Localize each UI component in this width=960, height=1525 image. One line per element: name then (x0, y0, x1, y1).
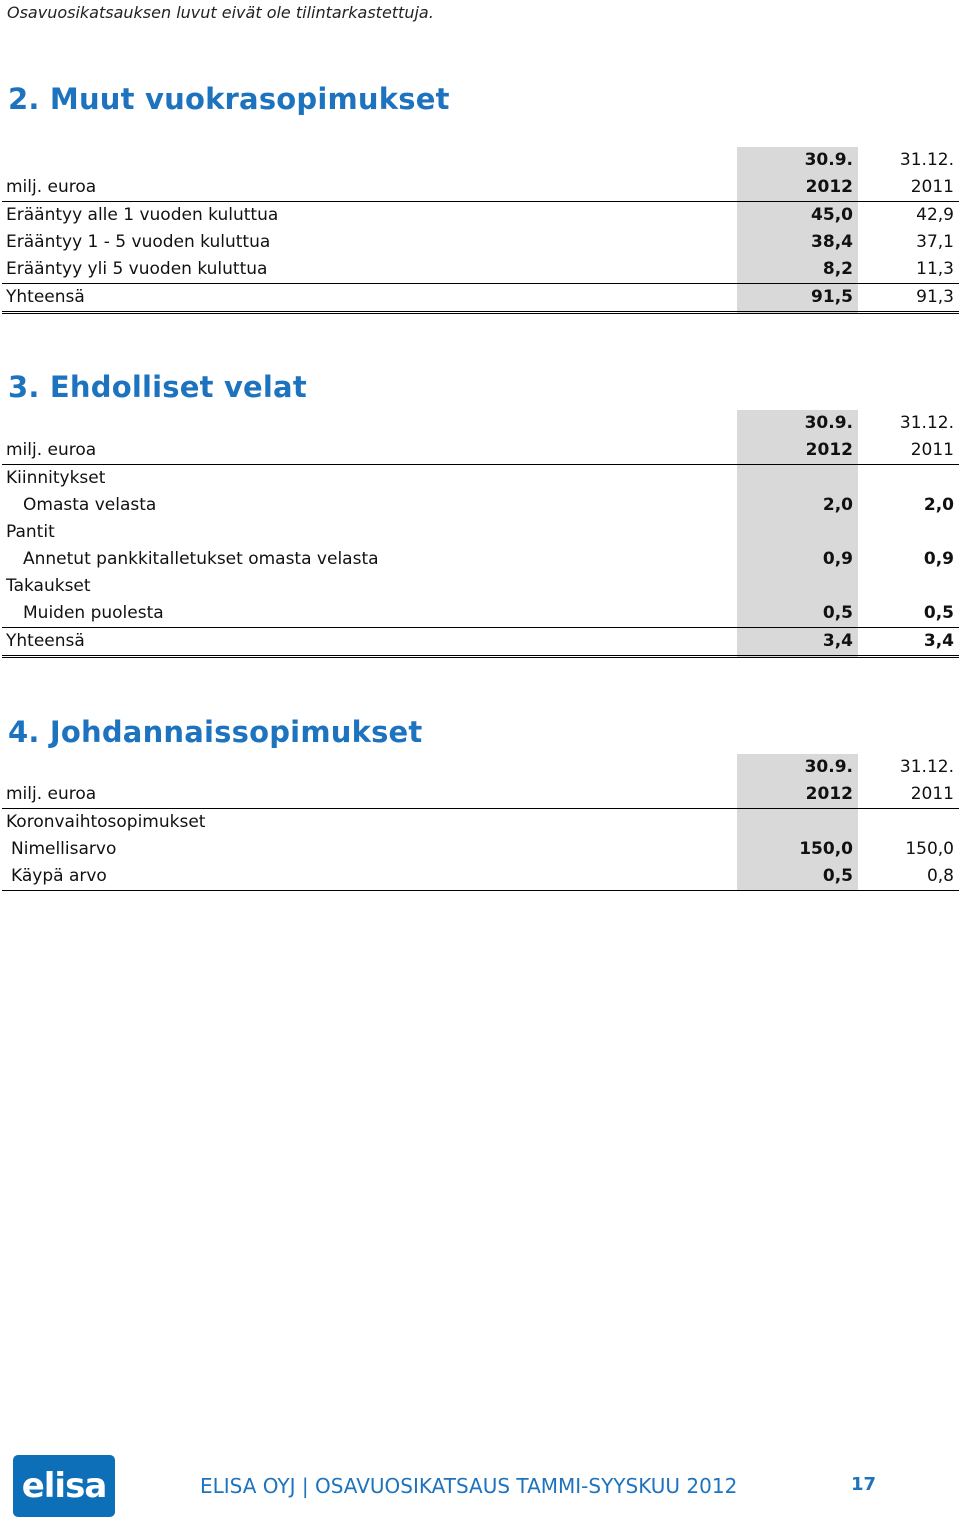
footer-text: ELISA OYJ | OSAVUOSIKATSAUS TAMMI-SYYSKUU 2012 (200, 1474, 738, 1498)
table-row (2, 492, 959, 519)
row-label: Omasta velasta (23, 495, 157, 515)
header-blank (2, 754, 737, 781)
header-row (2, 147, 959, 174)
table-row (2, 863, 959, 891)
col2-year: 2011 (858, 437, 959, 465)
col1-year: 2012 (737, 437, 858, 465)
group-blank (737, 809, 858, 837)
row-value-2012: 45,0 (737, 202, 858, 230)
col1-year: 2012 (737, 174, 858, 202)
elisa-logo (13, 1455, 115, 1517)
col2-date: 31.12. (899, 413, 954, 433)
group-row (2, 465, 959, 493)
group-label: Takaukset (6, 576, 91, 596)
row-label: Nimellisarvo (11, 839, 117, 859)
group-row (2, 519, 959, 546)
group-label: Kiinnitykset (6, 468, 106, 488)
row-value-2011: 0,8 (858, 863, 959, 891)
group-blank (858, 465, 959, 493)
row-value-2011: 0,9 (923, 549, 954, 569)
contingent-table (2, 410, 959, 658)
unit-label: milj. euroa (2, 781, 737, 809)
group-row (2, 809, 959, 837)
table-row (2, 546, 959, 573)
derivatives-table (2, 754, 959, 891)
unit-label: milj. euroa (2, 437, 737, 465)
table-row (2, 600, 959, 628)
col1-date: 30.9. (737, 147, 858, 174)
row-value-2011: 0,5 (923, 603, 954, 623)
row-value-2012: 8,2 (737, 256, 858, 284)
total-label: Yhteensä (2, 284, 737, 313)
group-row (2, 573, 959, 600)
row-value-2011: 37,1 (916, 232, 954, 252)
row-label: Erääntyy alle 1 vuoden kuluttua (6, 205, 279, 225)
row-value-2012: 0,5 (737, 863, 858, 891)
group-label: Koronvaihtosopimukset (6, 812, 206, 832)
col2-year: 2011 (858, 781, 959, 809)
group-blank (858, 809, 959, 837)
total-value-2011: 3,4 (858, 628, 959, 657)
row-value-2011: 11,3 (916, 259, 954, 279)
row-value-2012: 150,0 (737, 836, 858, 863)
group-blank (737, 573, 858, 600)
group-label: Pantit (6, 522, 55, 542)
leases-table (2, 147, 959, 314)
section-title-derivatives: 4. Johdannaissopimukset (8, 715, 423, 749)
header-row (2, 174, 959, 202)
logo-text: elisa (21, 1466, 107, 1506)
header-blank (2, 147, 737, 174)
row-value-2012: 0,9 (737, 546, 858, 573)
row-value-2011: 2,0 (923, 495, 954, 515)
group-blank (737, 465, 858, 493)
total-value-2011: 91,3 (858, 284, 959, 313)
header-row (2, 781, 959, 809)
header-row (2, 437, 959, 465)
row-label: Erääntyy 1 - 5 vuoden kuluttua (6, 232, 271, 252)
row-value-2011: 150,0 (905, 839, 954, 859)
disclaimer: Osavuosikatsauksen luvut eivät ole tilintarkastettuja. (7, 3, 434, 22)
col1-date: 30.9. (737, 754, 858, 781)
header-row (2, 410, 959, 437)
group-blank (858, 573, 959, 600)
group-blank (858, 519, 959, 546)
table-row (2, 256, 959, 284)
section-title-leases: 2. Muut vuokrasopimukset (8, 82, 450, 116)
col2-year: 2011 (858, 174, 959, 202)
row-label: Muiden puolesta (23, 603, 164, 623)
col2-date: 31.12. (899, 757, 954, 777)
total-value-2012: 3,4 (737, 628, 858, 657)
total-value-2012: 91,5 (737, 284, 858, 313)
row-label: Käypä arvo (2, 863, 737, 891)
row-value-2011: 42,9 (916, 205, 954, 225)
col2-date: 31.12. (899, 150, 954, 170)
col1-date: 30.9. (737, 410, 858, 437)
total-label: Yhteensä (2, 628, 737, 657)
group-blank (737, 519, 858, 546)
row-value-2012: 38,4 (737, 229, 858, 256)
page-number: 17 (851, 1474, 877, 1495)
row-label: Erääntyy yli 5 vuoden kuluttua (6, 259, 268, 279)
row-value-2012: 0,5 (737, 600, 858, 628)
total-row (2, 284, 959, 313)
col1-year: 2012 (737, 781, 858, 809)
total-row (2, 628, 959, 657)
section-title-contingent: 3. Ehdolliset velat (8, 370, 307, 404)
row-value-2012: 2,0 (737, 492, 858, 519)
row-label: Annetut pankkitalletukset omasta velasta (23, 549, 379, 569)
header-blank (2, 410, 737, 437)
header-row (2, 754, 959, 781)
table-row (2, 836, 959, 863)
unit-label: milj. euroa (2, 174, 737, 202)
table-row (2, 229, 959, 256)
table-row (2, 202, 959, 230)
